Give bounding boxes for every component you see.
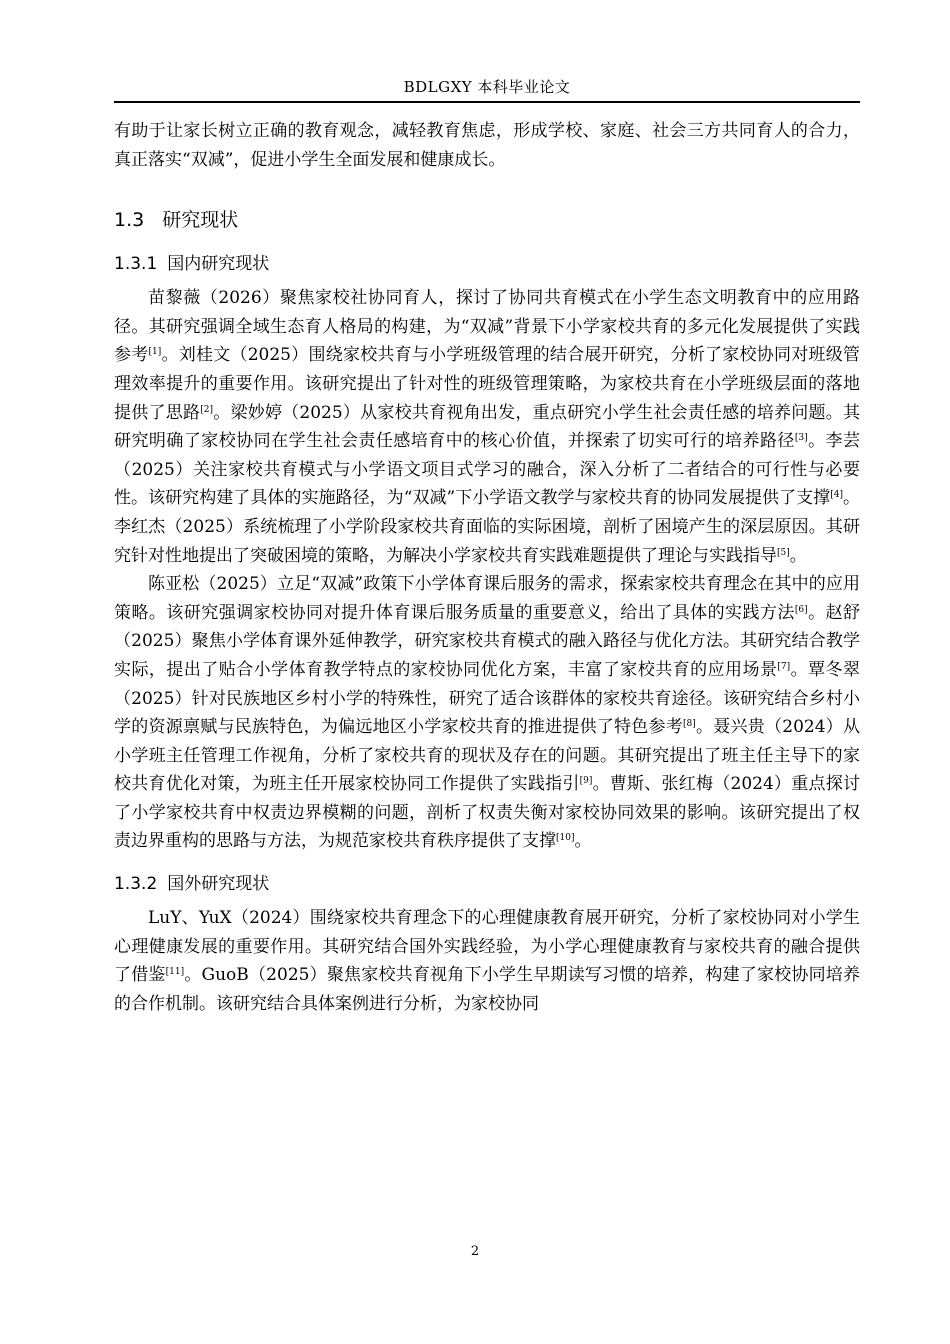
section-number: 1.3: [114, 209, 145, 232]
text-run: 。梁妙婷（2025）从家校共育视角出发，重点研究小学生社会责任感的培养问题。其研究明确了家校协同在学生社会责任感培育中的核心价值，并探索了切实可行的培养路径: [114, 402, 860, 452]
text-run: 。赵舒（2025）聚焦小学体育课外延伸教学，研究家校共育模式的融入路径与优化方法。其研究结合教学实际，提出了贴合小学体育教学特点的家校协同优化方案，丰富了家校共育的应用场景: [114, 602, 861, 680]
text-run: 苗黎薇（2026）聚焦家校社协同育人，探讨了协同共育模式在小学生态文明教育中的应用路径。其研究强调全域生态育人格局的构建，为“双减”背景下小学家校共育的多元化发展提供了实践参考: [114, 288, 860, 366]
citation-ref: [10]: [556, 833, 575, 844]
paragraph-domestic-2: [114, 570, 860, 856]
text-run: 。: [789, 545, 807, 566]
text-run: 。刘桂文（2025）围绕家校共育与小学班级管理的结合展开研究，分析了家校协同对班级管理效率提升的重要作用。该研究提出了针对性的班级管理策略，为家校共育在小学班级层面的落地提供了思路: [114, 345, 861, 423]
citation-ref: [8]: [683, 719, 696, 730]
subsection-heading-1-3-2: [114, 870, 860, 898]
subsection-title: 国外研究现状: [167, 874, 270, 895]
subsection-number: 1.3.2: [114, 874, 158, 895]
citation-ref: [11]: [165, 967, 185, 978]
citation-ref: [5]: [777, 547, 790, 558]
citation-ref: [4]: [830, 490, 843, 501]
citation-ref: [9]: [579, 776, 593, 787]
text-run: 陈亚松（2025）立足“双减”政策下小学体育课后服务的需求，探索家校共育理念在其中的应用策略。该研究强调家校协同对提升体育课后服务质量的重要意义，给出了具体的实践方法: [114, 574, 860, 623]
text-run: LuY、YuX（2024）围绕家校共育理念下的心理健康教育展开研究，分析了家校协同对小学生心理健康发展的重要作用。其研究结合国外实践经验，为小学心理健康教育与家校共育的融合提供了借鉴: [114, 908, 860, 986]
paragraph-foreign-1: [114, 904, 860, 1018]
subsection-title: 国内研究现状: [167, 254, 270, 275]
paragraph-domestic-1: [114, 284, 860, 570]
text-run: 。李红杰（2025）系统梳理了小学阶段家校共育面临的实际困境，剖析了困境产生的深层原因。其研究针对性地提出了突破困境的策略，为解决小学家校共育实践难题提供了理论与实践指导: [114, 488, 860, 566]
text-run: 。: [574, 831, 592, 852]
running-header: BDLGXY 本科毕业论文: [403, 78, 571, 96]
text-run: 。覃冬翠（2025）针对民族地区乡村小学的特殊性，研究了适合该群体的家校共育途径。该研究结合乡村小学的资源禀赋与民族特色，为偏远地区小学家校共育的推进提供了特色参考: [114, 659, 861, 738]
section-heading-1-3: [114, 204, 860, 236]
intro-paragraph: 有助于让家长树立正确的教育观念，减轻教育焦虑，形成学校、家庭、社会三方共同育人的合力，真正落实“双减”，促进小学生全面发展和健康成长。: [114, 121, 860, 170]
header-rule: [114, 101, 860, 103]
text-run: 。李芸（2025）关注家校共育模式与小学语文项目式学习的融合，深入分析了二者结合的可行性与必要性。该研究构建了具体的实施路径，为“双减”下小学语文教学与家校共育的协同发展提供了支撑: [114, 431, 861, 509]
text-run: 。曹斯、张红梅（2024）重点探讨了小学家校共育中权责边界模糊的问题，剖析了权责失衡对家校协同效果的影响。该研究提出了权责边界重构的思路与方法，为规范家校共育秩序提供了支撑: [114, 774, 861, 852]
citation-ref: [1]: [148, 347, 162, 358]
page-number: 2: [470, 1244, 480, 1259]
citation-ref: [2]: [200, 404, 213, 415]
text-run: 。GuoB（2025）聚焦家校共育视角下小学生早期读写习惯的培养，构建了家校协同培养的合作机制。该研究结合具体案例进行分析，为家校协同: [114, 965, 860, 1014]
text-run: 。聂兴贵（2024）从小学班主任管理工作视角，分析了家校共育的现状及存在的问题。其研究提出了班主任主导下的家校共育优化对策，为班主任开展家校协同工作提供了实践指引: [114, 717, 861, 795]
page-body: [114, 117, 860, 1018]
subsection-number: 1.3.1: [114, 254, 158, 275]
citation-ref: [7]: [777, 661, 791, 672]
subsection-heading-1-3-1: [114, 250, 860, 278]
citation-ref: [6]: [794, 604, 808, 615]
citation-ref: [3]: [794, 433, 808, 444]
section-title: 研究现状: [162, 209, 239, 232]
